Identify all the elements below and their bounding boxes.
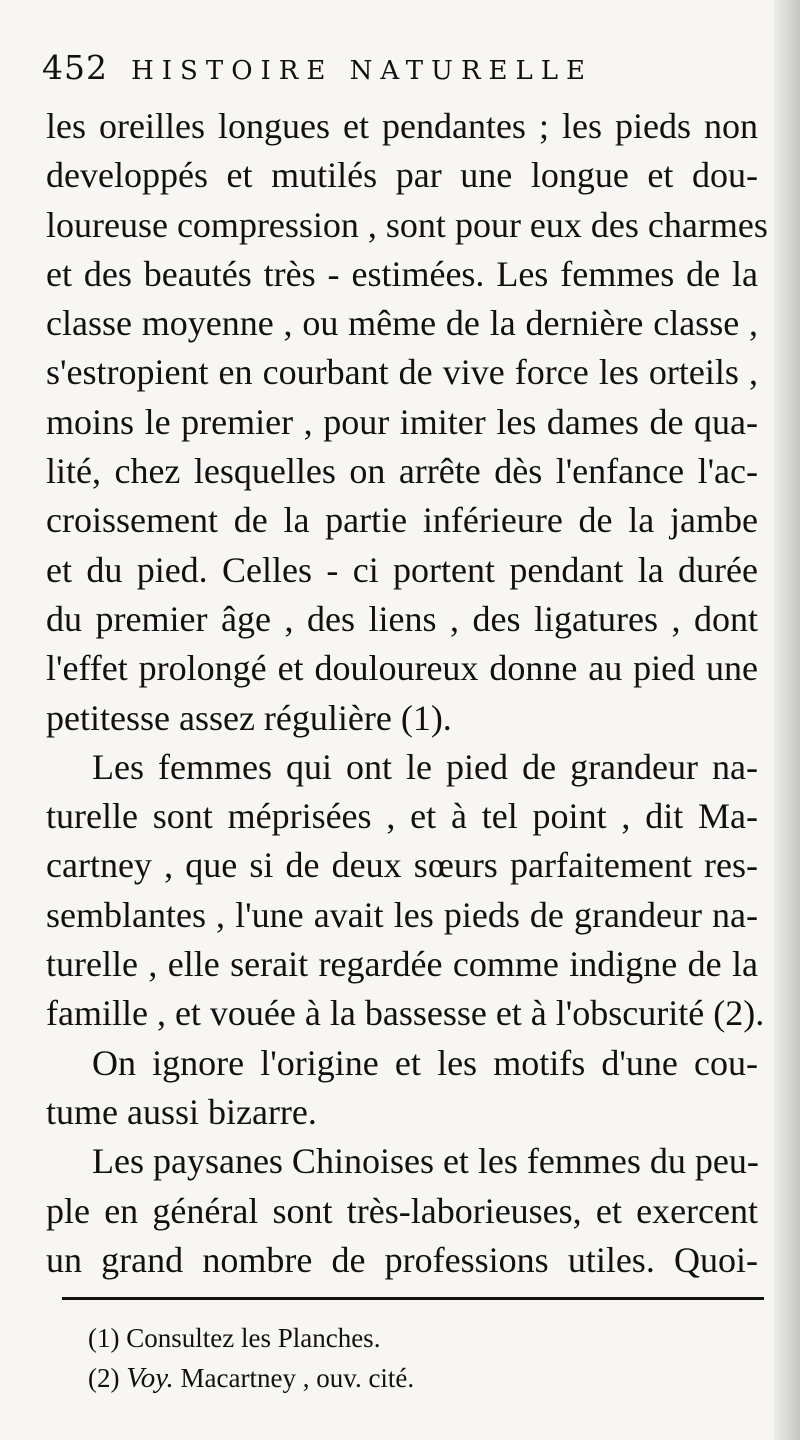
text-line: classe moyenne , ou même de la dernière classe , xyxy=(46,303,758,344)
text-line: les oreilles longues et pendantes ; les pieds non xyxy=(46,106,758,146)
text-line: loureuse compression , sont pour eux des charmes xyxy=(46,204,768,245)
page-edge-shadow xyxy=(774,0,800,1440)
text-line: croissement de la partie inférieure de la jambe xyxy=(46,500,758,541)
text-line: developpés et mutilés par une longue et dou- xyxy=(46,155,758,196)
text-line: un grand nombre de professions utiles. Quoi- xyxy=(46,1239,758,1280)
body-text xyxy=(46,102,768,1285)
text-line: ple en général sont très-laborieuses, et exercent xyxy=(46,1190,758,1231)
page-header xyxy=(42,48,662,87)
text-line: et des beautés très - estimées. Les femmes de la xyxy=(46,253,758,294)
text-line: s'estropient en courbant de vive force les orteils , xyxy=(46,352,758,393)
page-number: 452 xyxy=(42,48,108,87)
text-line: Les femmes qui ont le pied de grandeur na- xyxy=(92,746,758,787)
footnote-2 xyxy=(88,1358,728,1398)
text-line: semblantes , l'une avait les pieds de grandeur na- xyxy=(46,894,758,935)
text-line: turelle , elle serait regardée comme indigne de la xyxy=(46,944,758,985)
text-line: famille , et vouée à la bassesse et à l'obscurité (2). xyxy=(46,993,765,1034)
text-line: moins le premier , pour imiter les dames de qua- xyxy=(46,401,758,442)
footnote-2-voy: Voy. xyxy=(126,1362,174,1394)
text-line: Les paysanes Chinoises et les femmes du peu- xyxy=(92,1141,759,1182)
footnote-2-text: Macartney , ouv. cité. xyxy=(180,1363,415,1393)
text-line: turelle sont méprisées , et à tel point , dit Ma- xyxy=(46,796,758,837)
footnote-1: (1) Consultez les Planches. xyxy=(88,1323,381,1353)
footnote-rule xyxy=(62,1297,764,1300)
text-line: du premier âge , des liens , des ligatures , dont xyxy=(46,598,758,639)
text-line: et du pied. Celles - ci portent pendant la durée xyxy=(46,549,758,590)
text-line: lité, chez lesquelles on arrête dès l'enfance l'ac- xyxy=(46,451,758,492)
text-line: cartney , que si de deux sœurs parfaitement res- xyxy=(46,845,758,886)
footnotes xyxy=(88,1318,728,1398)
text-line: l'effet prolongé et douloureux donne au pied une xyxy=(46,648,758,689)
running-head: HISTOIRE NATURELLE xyxy=(131,56,594,86)
text-line: On ignore l'origine et les motifs d'une cou- xyxy=(92,1042,758,1083)
footnote-2-number: (2) xyxy=(88,1363,120,1393)
text-line: petitesse assez régulière (1). xyxy=(46,697,452,738)
text-line: tume aussi bizarre. xyxy=(46,1091,317,1132)
